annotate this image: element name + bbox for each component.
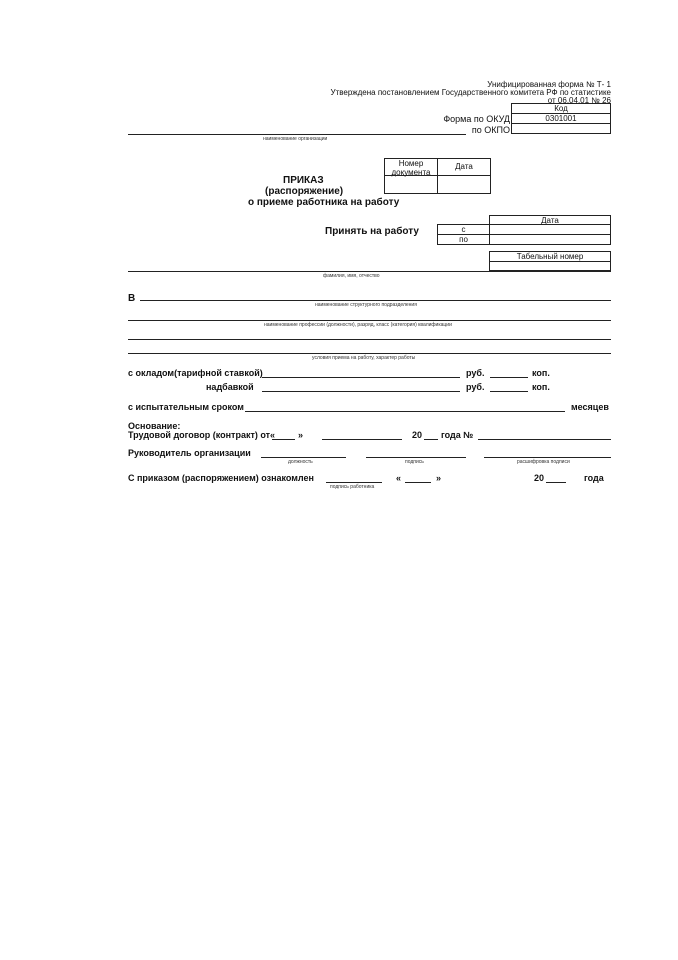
contract-month-field[interactable] xyxy=(322,439,402,440)
doc-date-field[interactable] xyxy=(437,175,491,194)
doc-date-header: Дата xyxy=(437,158,491,176)
head-decode-field[interactable] xyxy=(484,457,611,458)
okud-label: Форма по ОКУД xyxy=(443,114,510,124)
contract-day-field[interactable] xyxy=(272,439,295,440)
hire-from-label: с xyxy=(437,224,490,235)
head-signature-caption: подпись xyxy=(405,459,424,465)
ack-year-prefix: 20 xyxy=(534,473,545,483)
head-decode-caption: расшифровка подписи xyxy=(517,459,570,465)
unit-caption: наименование структурного подразделения xyxy=(315,302,417,308)
org-name-line[interactable] xyxy=(128,134,466,135)
bonus-label: надбавкой xyxy=(206,382,254,392)
bonus-kop-label: коп. xyxy=(532,382,550,392)
probation-label: с испытательным сроком xyxy=(128,402,244,412)
unit-line[interactable] xyxy=(140,300,611,301)
ack-quote-open: « xyxy=(396,473,402,483)
doc-number-header: Номер документа xyxy=(384,158,438,176)
salary-rub-label: руб. xyxy=(466,368,485,378)
org-name-caption: наименование организации xyxy=(263,136,328,142)
basis-title: Основание: xyxy=(128,421,181,431)
contract-label: Трудовой договор (контракт) от« xyxy=(128,430,276,440)
contract-year-label: года № xyxy=(441,430,474,440)
ack-signature-caption: подпись работника xyxy=(330,484,375,490)
ack-year-field[interactable] xyxy=(546,482,566,483)
salary-rub-field[interactable] xyxy=(262,377,460,378)
contract-year-field[interactable] xyxy=(424,439,438,440)
order-subtitle: (распоряжение) xyxy=(265,186,344,197)
bonus-rub-label: руб. xyxy=(466,382,485,392)
ack-day-field[interactable] xyxy=(405,482,431,483)
fio-line[interactable] xyxy=(128,271,611,272)
salary-kop-field[interactable] xyxy=(490,377,528,378)
bonus-rub-field[interactable] xyxy=(262,391,460,392)
order-description: о приеме работника на работу xyxy=(248,197,400,208)
profession-line[interactable] xyxy=(128,320,611,321)
contract-year-prefix: 20 xyxy=(412,430,423,440)
probation-field[interactable] xyxy=(245,411,565,412)
approved-by-label: Утверждена постановлением Государственного комитета РФ по статистике xyxy=(330,88,611,97)
head-signature-field[interactable] xyxy=(366,457,466,458)
okud-value-field[interactable]: 0301001 xyxy=(511,113,611,124)
contract-quote-close: » xyxy=(298,430,304,440)
approved-date-label: от 06.04.01 № 26 xyxy=(547,96,611,105)
salary-kop-label: коп. xyxy=(532,368,550,378)
head-label: Руководитель организации xyxy=(128,448,251,458)
doc-number-field[interactable] xyxy=(384,175,438,194)
in-label: В xyxy=(128,293,136,304)
bonus-kop-field[interactable] xyxy=(490,391,528,392)
head-position-caption: должность xyxy=(288,459,313,465)
profession-caption: наименование профессии (должности), разряд, класс (категория) квалификации xyxy=(264,322,452,328)
ack-quote-close: » xyxy=(436,473,442,483)
probation-months-label: месяцев xyxy=(571,402,609,412)
salary-label: с окладом(тарифной ставкой) xyxy=(128,368,263,378)
okpo-value-field[interactable] xyxy=(511,123,611,134)
okpo-label: по ОКПО xyxy=(471,125,510,135)
tab-number-field[interactable] xyxy=(489,261,611,271)
ack-signature-field[interactable] xyxy=(326,482,382,483)
fio-caption: фамилия, имя, отчество xyxy=(323,273,380,279)
head-position-field[interactable] xyxy=(261,457,346,458)
hire-date-header: Дата xyxy=(489,215,611,225)
conditions-line-1[interactable] xyxy=(128,339,611,340)
order-title: ПРИКАЗ xyxy=(283,175,324,186)
conditions-line-2[interactable] xyxy=(128,353,611,354)
code-header: Код xyxy=(511,103,611,114)
ack-year-label: года xyxy=(584,473,604,483)
hire-to-label: по xyxy=(437,234,490,245)
ack-label: С приказом (распоряжением) ознакомлен xyxy=(128,473,314,483)
hire-to-field[interactable] xyxy=(489,234,611,245)
tab-number-header: Табельный номер xyxy=(489,251,611,262)
hire-label: Принять на работу xyxy=(325,226,419,237)
conditions-caption: условия приема на работу, характер работы xyxy=(312,355,416,361)
contract-number-field[interactable] xyxy=(478,439,611,440)
unified-form-label: Унифицированная форма № Т- 1 xyxy=(487,80,611,89)
